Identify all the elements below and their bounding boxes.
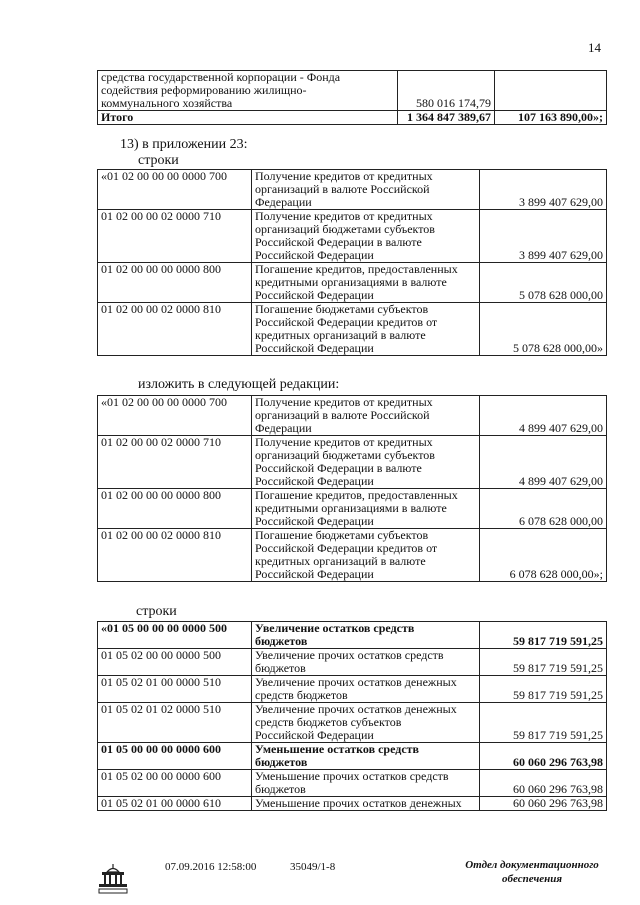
- table-row: [98, 436, 607, 489]
- table-row: [98, 396, 607, 436]
- row-value: 6 078 628 000,00: [480, 489, 607, 529]
- row-code: «01 05 00 00 00 0000 500: [98, 622, 252, 649]
- row-description: Погашение кредитов, предоставленных кредитными организациями в валюте Российской Федерации: [252, 489, 480, 529]
- table-row: [98, 263, 607, 303]
- footer-doc-number: 35049/1-8: [290, 861, 336, 873]
- duma-building-icon: [96, 862, 130, 894]
- row-description: Увеличение прочих остатков денежных средств бюджетов: [252, 676, 480, 703]
- row-code: 01 05 02 01 00 0000 510: [98, 676, 252, 703]
- row-code: 01 02 00 00 02 0000 710: [98, 436, 252, 489]
- row-value: 59 817 719 591,25: [480, 703, 607, 743]
- table-row: [98, 71, 607, 111]
- table-row: [98, 210, 607, 263]
- row-description: Увеличение прочих остатков средств бюджетов: [252, 649, 480, 676]
- table-row: [98, 170, 607, 210]
- row-code: 01 02 00 00 02 0000 810: [98, 529, 252, 582]
- row-code: 01 02 00 00 02 0000 810: [98, 303, 252, 356]
- row-value: 3 899 407 629,00: [480, 170, 607, 210]
- row-description: Увеличение остатков средств бюджетов: [252, 622, 480, 649]
- row-code: 01 02 00 00 00 0000 800: [98, 263, 252, 303]
- row-description: Погашение кредитов, предоставленных кредитными организациями в валюте Российской Федерации: [252, 263, 480, 303]
- row-value: 60 060 296 763,98: [480, 770, 607, 797]
- row-value: 59 817 719 591,25: [480, 649, 607, 676]
- summary-table: [97, 70, 607, 125]
- table-row: [98, 770, 607, 797]
- lines-label-2: строки: [136, 604, 177, 619]
- table-row: [98, 622, 607, 649]
- row-description: Погашение бюджетами субъектов Российской Федерации кредитов от кредитных организаций в валюте Российской Федерации: [252, 529, 480, 582]
- row-description: Погашение бюджетами субъектов Российской Федерации кредитов от кредитных организаций в валюте Российской Федерации: [252, 303, 480, 356]
- row-value: 4 899 407 629,00: [480, 436, 607, 489]
- row-code: 01 05 02 01 00 0000 610: [98, 797, 252, 811]
- row-code: «01 02 00 00 00 0000 700: [98, 170, 252, 210]
- row-value-2: 107 163 890,00»;: [495, 111, 607, 125]
- table-row: [98, 743, 607, 770]
- lines-label-1: строки: [138, 153, 179, 168]
- row-description: Уменьшение остатков средств бюджетов: [252, 743, 480, 770]
- row-code: 01 02 00 00 00 0000 800: [98, 489, 252, 529]
- table-row: [98, 676, 607, 703]
- row-value: 580 016 174,79: [398, 71, 495, 111]
- row-code: «01 02 00 00 00 0000 700: [98, 396, 252, 436]
- row-code: 01 05 02 00 00 0000 600: [98, 770, 252, 797]
- row-description: Получение кредитов от кредитных организаций бюджетами субъектов Российской Федерации в валюте Российской Федерации: [252, 210, 480, 263]
- page-number: 14: [588, 40, 601, 55]
- appendix-note: 13) в приложении 23:: [120, 137, 248, 152]
- row-description: Получение кредитов от кредитных организаций в валюте Российской Федерации: [252, 396, 480, 436]
- row-description: Увеличение прочих остатков денежных средств бюджетов субъектов Российской Федерации: [252, 703, 480, 743]
- row-code: 01 05 02 01 02 0000 510: [98, 703, 252, 743]
- row-description: Итого: [98, 111, 398, 125]
- row-description: Уменьшение прочих остатков средств бюджетов: [252, 770, 480, 797]
- row-value: 1 364 847 389,67: [398, 111, 495, 125]
- table-row: [98, 489, 607, 529]
- new-credit-table: [97, 395, 607, 582]
- row-description: Уменьшение прочих остатков денежных: [252, 797, 480, 811]
- footer-department: Отдел документационного обеспечения: [465, 859, 599, 885]
- table-row: [98, 529, 607, 582]
- row-value-2: [495, 71, 607, 111]
- footer-datetime: 07.09.2016 12:58:00: [165, 861, 257, 873]
- table-row: [98, 703, 607, 743]
- row-description: средства государственной корпорации - Фонда содействия реформированию жилищно- коммунального хозяйства: [98, 71, 398, 111]
- row-value: 5 078 628 000,00: [480, 263, 607, 303]
- table-row: [98, 111, 607, 125]
- row-value: 60 060 296 763,98: [480, 797, 607, 811]
- row-value: 6 078 628 000,00»;: [480, 529, 607, 582]
- balance-table: [97, 621, 607, 811]
- row-value: 60 060 296 763,98: [480, 743, 607, 770]
- row-code: 01 02 00 00 02 0000 710: [98, 210, 252, 263]
- row-code: 01 05 02 00 00 0000 500: [98, 649, 252, 676]
- row-value: 4 899 407 629,00: [480, 396, 607, 436]
- table-row: [98, 303, 607, 356]
- table-row: [98, 649, 607, 676]
- row-description: Получение кредитов от кредитных организаций в валюте Российской Федерации: [252, 170, 480, 210]
- row-description: Получение кредитов от кредитных организаций бюджетами субъектов Российской Федерации в валюте Российской Федерации: [252, 436, 480, 489]
- row-value: 59 817 719 591,25: [480, 676, 607, 703]
- row-value: 5 078 628 000,00»: [480, 303, 607, 356]
- row-value: 3 899 407 629,00: [480, 210, 607, 263]
- row-value: 59 817 719 591,25: [480, 622, 607, 649]
- old-credit-table: [97, 169, 607, 356]
- edit-note: изложить в следующей редакции:: [138, 377, 340, 392]
- row-code: 01 05 00 00 00 0000 600: [98, 743, 252, 770]
- table-row: [98, 797, 607, 811]
